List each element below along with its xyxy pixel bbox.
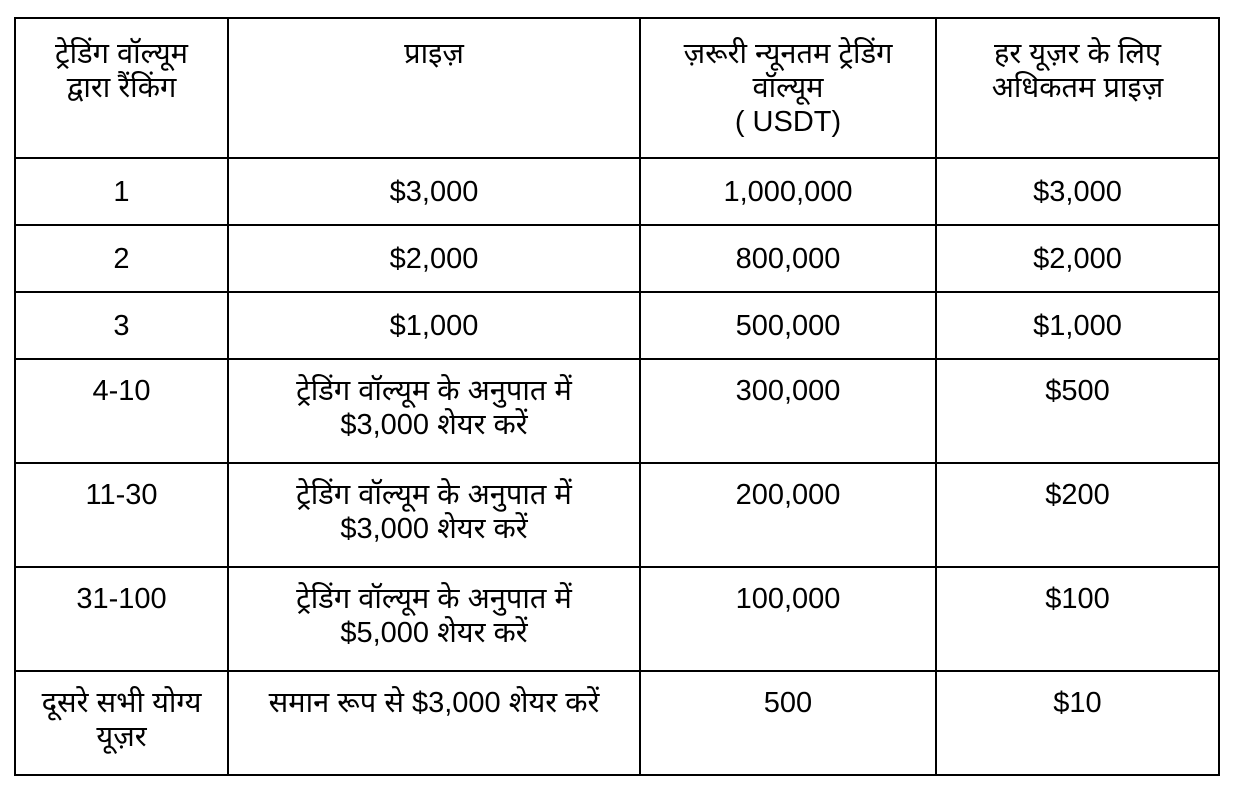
- cell-prize: ट्रेडिंग वॉल्यूम के अनुपात में $3,000 शेयर करें: [228, 359, 640, 463]
- prize-table: [14, 17, 1220, 776]
- cell-prize: ट्रेडिंग वॉल्यूम के अनुपात में $3,000 शेयर करें: [228, 463, 640, 567]
- cell-max-prize: $2,000: [936, 225, 1219, 292]
- cell-min-volume: 200,000: [640, 463, 936, 567]
- table-row: [15, 359, 1219, 463]
- table-row: [15, 671, 1219, 775]
- table-row: [15, 158, 1219, 225]
- cell-prize: समान रूप से $3,000 शेयर करें: [228, 671, 640, 775]
- header-rank: ट्रेडिंग वॉल्यूम द्वारा रैंकिंग: [15, 18, 228, 158]
- header-prize: प्राइज़: [228, 18, 640, 158]
- cell-min-volume: 500,000: [640, 292, 936, 359]
- cell-rank: 2: [15, 225, 228, 292]
- table-header-row: [15, 18, 1219, 158]
- cell-min-volume: 100,000: [640, 567, 936, 671]
- cell-min-volume: 1,000,000: [640, 158, 936, 225]
- cell-prize: $3,000: [228, 158, 640, 225]
- cell-max-prize: $200: [936, 463, 1219, 567]
- header-max-prize: हर यूज़र के लिए अधिकतम प्राइज़: [936, 18, 1219, 158]
- cell-min-volume: 800,000: [640, 225, 936, 292]
- cell-prize: $2,000: [228, 225, 640, 292]
- cell-rank: 3: [15, 292, 228, 359]
- header-min-volume: ज़रूरी न्यूनतम ट्रेडिंग वॉल्यूम ( USDT): [640, 18, 936, 158]
- cell-min-volume: 500: [640, 671, 936, 775]
- table-row: [15, 567, 1219, 671]
- table-row: [15, 292, 1219, 359]
- cell-rank: 11-30: [15, 463, 228, 567]
- cell-rank: दूसरे सभी योग्य यूज़र: [15, 671, 228, 775]
- cell-max-prize: $3,000: [936, 158, 1219, 225]
- table-row: [15, 463, 1219, 567]
- cell-max-prize: $500: [936, 359, 1219, 463]
- cell-rank: 4-10: [15, 359, 228, 463]
- cell-prize: ट्रेडिंग वॉल्यूम के अनुपात में $5,000 शेयर करें: [228, 567, 640, 671]
- cell-rank: 31-100: [15, 567, 228, 671]
- table-row: [15, 225, 1219, 292]
- cell-min-volume: 300,000: [640, 359, 936, 463]
- cell-max-prize: $10: [936, 671, 1219, 775]
- cell-prize: $1,000: [228, 292, 640, 359]
- cell-rank: 1: [15, 158, 228, 225]
- cell-max-prize: $1,000: [936, 292, 1219, 359]
- cell-max-prize: $100: [936, 567, 1219, 671]
